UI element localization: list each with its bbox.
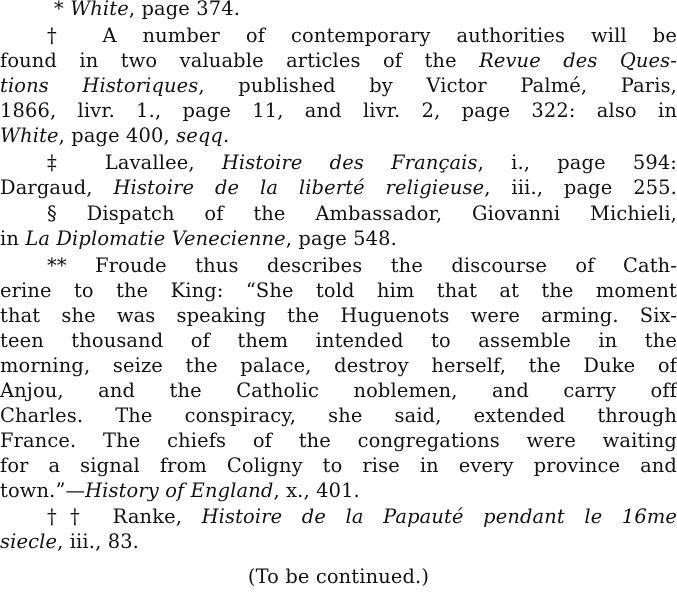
cited-work: Histoire de la Papauté pendant le 16me (201, 505, 677, 528)
footnote-text: teen thousand of them intended to assemble in the (0, 329, 677, 352)
footnote-text: , i., page 594: (477, 151, 677, 174)
footnote-double-star-line-3 (0, 304, 677, 328)
footnote-text: in (0, 227, 26, 250)
footnote-text: A number of contemporary authorities will be (102, 24, 677, 47)
footnote-double-dagger-line-2 (0, 176, 677, 200)
footnote-mark: ** (47, 254, 67, 277)
cited-work: La Diplomatie Venecienne (25, 227, 286, 250)
footnote-double-star-line-2 (0, 279, 677, 303)
footnote-mark: § (47, 202, 57, 225)
cited-work: Revue des Ques- (479, 49, 677, 72)
footnote-text: , iii., 83. (57, 530, 139, 553)
cited-work: Histoire des Français (221, 151, 478, 174)
footnote-double-star-line-10 (0, 479, 677, 503)
footnote-mark: † (47, 24, 77, 47)
footnote-text: Froude thus describes the discourse of Cath- (95, 254, 677, 277)
footnote-text: , x., 401. (273, 479, 360, 502)
footnote-double-star-line-6 (0, 379, 677, 403)
footnote-star-line (0, 0, 677, 21)
footnote-double-dagger-pair-line-2 (0, 530, 677, 554)
footnote-text: erine to the King: “She told him that at the moment (0, 279, 677, 302)
footnote-section-line-2 (0, 227, 677, 251)
footnote-text: Lavallee, (104, 151, 222, 174)
footnote-text: 1866, livr. 1., page 11, and livr. 2, page 322: also in (0, 99, 677, 122)
footnote-text: Dispatch of the Ambassador, Giovanni Michieli, (86, 202, 677, 225)
footnote-text: for a signal from Coligny to rise in every province and (0, 454, 677, 477)
cited-work: History of England (85, 479, 274, 502)
footnote-mark: †† (47, 505, 94, 528)
footnote-text: town.”— (0, 479, 86, 502)
footnote-dagger-line-3 (0, 74, 677, 98)
footnote-text: , iii., page 255. (484, 176, 677, 199)
to-be-continued: (To be continued.) (247, 565, 430, 588)
cited-work: tions Historiques (0, 74, 199, 97)
footnote-double-star-line-9 (0, 454, 677, 478)
cited-work: White (0, 124, 59, 147)
cited-work: White (70, 0, 129, 20)
footnote-text: that she was speaking the Huguenots were arming. Six- (0, 304, 677, 327)
footnote-text: Charles. The conspiracy, she said, extended through (0, 404, 677, 427)
citation-text: , page 374. (128, 0, 241, 20)
footnote-text: found in two valuable articles of the (0, 49, 480, 72)
cited-work: siecle (0, 530, 58, 553)
footnote-dagger-line-4 (0, 99, 677, 123)
footnote-double-dagger-line-1 (0, 151, 677, 175)
footnote-text: Anjou, and the Catholic noblemen, and carry off (0, 379, 677, 402)
footnote-text: Ranke, (112, 505, 202, 528)
footnote-section-line-1 (0, 202, 677, 226)
footnote-dagger-line-2 (0, 49, 677, 73)
footnote-double-star-line-7 (0, 404, 677, 428)
footnote-double-star-line-1 (0, 254, 677, 278)
footnote-text: Dargaud, (0, 176, 114, 199)
footnote-dagger-line-1 (0, 24, 677, 48)
footnote-mark: ‡ (47, 151, 78, 174)
footnote-double-star-line-5 (0, 354, 677, 378)
footnote-dagger-line-5 (0, 124, 677, 148)
footnote-text: France. The chiefs of the congregations were waiting (0, 429, 677, 452)
footnote-double-star-line-8 (0, 429, 677, 453)
cited-work: Histoire de la liberté religieuse (113, 176, 485, 199)
footnote-double-dagger-pair-line-1 (0, 505, 677, 529)
footnote-mark: * (54, 0, 64, 20)
footnote-double-star-line-4 (0, 329, 677, 353)
footnote-text: morning, seize the palace, destroy herself, the Duke of (0, 354, 677, 377)
footnote-text: , published by Victor Palmé, Paris, (198, 74, 677, 97)
footnote-text: , page 548. (285, 227, 397, 250)
footnote-text: , page 400, (58, 124, 177, 147)
cited-work: seqq. (176, 124, 230, 147)
